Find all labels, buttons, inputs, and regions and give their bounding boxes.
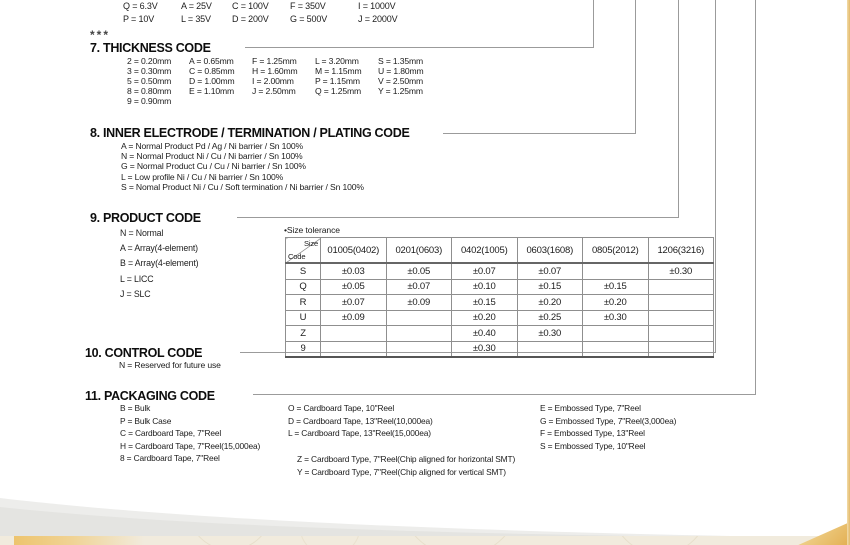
tolerance-value-cell: ±0.15 (452, 295, 518, 311)
tolerance-value-cell (648, 341, 714, 357)
thickness-code-item: S = 1.35mm (378, 56, 424, 66)
plating-code-item: S = Nomal Product Ni / Cu / Soft termination / Ni barrier / Sn 100% (121, 181, 364, 192)
tolerance-value-cell: ±0.07 (452, 263, 518, 279)
size-code-cell: Q (286, 279, 321, 295)
tolerance-value-cell (583, 263, 649, 279)
size-code-cell: R (286, 295, 321, 311)
thickness-code-item: J = 2.50mm (252, 86, 296, 96)
size-code-corner-cell (286, 238, 321, 264)
table-row (286, 326, 714, 342)
tolerance-value-cell: ±0.20 (452, 310, 518, 326)
table-row (286, 295, 714, 311)
packaging-code-item: L = Cardboard Tape, 13"Reel(15,000ea) (288, 428, 431, 439)
voltage-code-row (123, 14, 397, 24)
thickness-code-item: V = 2.50mm (378, 76, 424, 86)
control-code-item: N = Reserved for future use (119, 360, 221, 370)
section-10-heading: 10. CONTROL CODE (85, 346, 203, 360)
voltage-code-item: P = 10V (123, 14, 155, 24)
voltage-code-item: F = 350V (290, 1, 326, 11)
product-code-item: N = Normal (120, 228, 164, 238)
voltage-code-item: A = 25V (181, 1, 212, 11)
tolerance-value-cell: ±0.30 (583, 310, 649, 326)
section-9-heading: 9. PRODUCT CODE (90, 211, 201, 225)
size-code-cell: S (286, 263, 321, 279)
thickness-code-item: Q = 1.25mm (315, 86, 362, 96)
tolerance-value-cell (583, 326, 649, 342)
tolerance-table-column-header: 01005(0402) (321, 238, 387, 264)
thickness-code-item: E = 1.10mm (189, 86, 235, 96)
plating-code-item: L = Low profile Ni / Cu / Ni barrier / Sn 100% (121, 171, 284, 182)
thickness-code-item: 8 = 0.80mm (127, 86, 172, 96)
thickness-code-item: I = 2.00mm (252, 76, 294, 86)
voltage-code-item: L = 35V (181, 14, 211, 24)
size-tolerance-label: •Size tolerance (284, 225, 340, 235)
product-code-item: L = LICC (120, 273, 154, 284)
size-tolerance-table (285, 237, 714, 358)
corner-code-label: Code (288, 252, 306, 261)
thickness-code-item: P = 1.15mm (315, 76, 360, 86)
tolerance-value-cell: ±0.07 (517, 263, 583, 279)
table-row (286, 341, 714, 357)
tolerance-value-cell: ±0.25 (517, 310, 583, 326)
thickness-code-row (127, 86, 423, 96)
thickness-code-row (127, 66, 424, 76)
packaging-code-item: B = Bulk (120, 403, 151, 413)
tolerance-value-cell: ±0.15 (517, 279, 583, 295)
tolerance-table-header-row (286, 238, 714, 264)
gold-accent-left (14, 536, 144, 545)
thickness-code-item: M = 1.15mm (315, 66, 362, 76)
packaging-code-item: C = Cardboard Tape, 7"Reel (120, 428, 222, 439)
plating-code-item: G = Normal Product Cu / Cu / Ni barrier / Sn 100% (121, 161, 306, 172)
voltage-code-item: G = 500V (290, 14, 328, 24)
table-row (286, 263, 714, 279)
tolerance-table-column-header: 0603(1608) (517, 238, 583, 264)
plating-code-list (121, 141, 364, 192)
section-11-heading: 11. PACKAGING CODE (85, 389, 215, 403)
thickness-code-item: U = 1.80mm (378, 66, 424, 76)
tolerance-value-cell: ±0.30 (517, 326, 583, 342)
product-code-list (120, 226, 198, 302)
tolerance-table-column-header: 1206(3216) (648, 238, 714, 264)
tolerance-value-cell: ±0.15 (583, 279, 649, 295)
tolerance-value-cell: ±0.30 (452, 341, 518, 357)
product-code-item: J = SLC (120, 288, 151, 299)
voltage-code-row (123, 1, 395, 11)
voltage-code-item: I = 1000V (358, 1, 396, 11)
tolerance-value-cell: ±0.20 (517, 295, 583, 311)
packaging-code-item: 8 = Cardboard Tape, 7"Reel (120, 453, 220, 464)
voltage-code-item: C = 100V (232, 1, 269, 11)
tolerance-value-cell: ±0.07 (386, 279, 452, 295)
packaging-column-2b (297, 453, 515, 478)
swoosh-graphic (0, 494, 790, 538)
packaging-column-3 (540, 402, 676, 452)
tolerance-value-cell (386, 341, 452, 357)
tolerance-value-cell: ±0.40 (452, 326, 518, 342)
thickness-code-item: C = 0.85mm (189, 66, 235, 76)
packaging-column-1 (120, 402, 260, 465)
thickness-code-item: F = 1.25mm (252, 56, 297, 66)
tolerance-table-body (286, 263, 714, 357)
thickness-code-item: L = 3.20mm (315, 56, 359, 66)
plating-code-item: N = Normal Product Ni / Cu / Ni barrier / Sn 100% (121, 151, 303, 162)
tolerance-value-cell (583, 341, 649, 357)
tolerance-table-column-header: 0402(1005) (452, 238, 518, 264)
packaging-code-item: Z = Cardboard Type, 7"Reel(Chip aligned for horizontal SMT) (297, 454, 516, 464)
packaging-code-item: H = Cardboard Tape, 7"Reel(15,000ea) (120, 440, 261, 451)
tolerance-value-cell (386, 310, 452, 326)
thickness-code-row (127, 76, 423, 86)
tolerance-value-cell: ±0.10 (452, 279, 518, 295)
tolerance-value-cell (648, 279, 714, 295)
section-8-heading: 8. INNER ELECTRODE / TERMINATION / PLATING CODE (90, 126, 410, 140)
thickness-code-item: 5 = 0.50mm (127, 76, 172, 86)
tolerance-value-cell (386, 326, 452, 342)
tolerance-table-column-header: 0201(0603) (386, 238, 452, 264)
packaging-code-item: S = Embossed Type, 10"Reel (540, 440, 646, 451)
tolerance-value-cell: ±0.09 (386, 295, 452, 311)
packaging-code-item: P = Bulk Case (120, 415, 172, 426)
thickness-code-item: 2 = 0.20mm (127, 56, 172, 66)
tolerance-value-cell: ±0.07 (321, 295, 387, 311)
voltage-code-item: Q = 6.3V (123, 1, 158, 11)
section-7-heading: 7. THICKNESS CODE (90, 41, 211, 55)
packaging-column-2 (288, 402, 433, 440)
tolerance-value-cell: ±0.20 (583, 295, 649, 311)
thickness-code-row (127, 96, 189, 106)
control-code-list (119, 360, 221, 370)
thickness-code-item: Y = 1.25mm (378, 86, 423, 96)
size-code-cell: 9 (286, 341, 321, 357)
packaging-code-item: F = Embossed Type, 13"Reel (540, 428, 645, 439)
thickness-code-item: 3 = 0.30mm (127, 66, 172, 76)
plating-code-item: A = Normal Product Pd / Ag / Ni barrier / Sn 100% (121, 141, 304, 151)
tolerance-value-cell: ±0.09 (321, 310, 387, 326)
tolerance-value-cell: ±0.30 (648, 263, 714, 279)
thickness-code-item: D = 1.00mm (189, 76, 235, 86)
packaging-code-item: D = Cardboard Tape, 13"Reel(10,000ea) (288, 415, 433, 426)
tolerance-value-cell: ±0.05 (321, 279, 387, 295)
table-row (286, 310, 714, 326)
tolerance-value-cell (648, 295, 714, 311)
tolerance-value-cell: ±0.03 (321, 263, 387, 279)
packaging-code-item: G = Embossed Type, 7"Reel(3,000ea) (540, 415, 677, 426)
corner-size-label: Size (304, 239, 318, 248)
voltage-code-item: D = 200V (232, 14, 269, 24)
table-row (286, 279, 714, 295)
tolerance-table-column-header: 0805(2012) (583, 238, 649, 264)
thickness-code-item: A = 0.65mm (189, 56, 234, 66)
packaging-code-item: E = Embossed Type, 7"Reel (540, 403, 641, 413)
thickness-code-item: H = 1.60mm (252, 66, 298, 76)
product-code-item: B = Array(4-element) (120, 258, 199, 269)
packaging-code-item: Y = Cardboard Type, 7"Reel(Chip aligned for vertical SMT) (297, 466, 506, 477)
product-code-item: A = Array(4-element) (120, 243, 198, 254)
tolerance-value-cell (517, 341, 583, 357)
footnote-stars: *** (90, 28, 111, 42)
tolerance-value-cell (321, 326, 387, 342)
tolerance-value-cell: ±0.05 (386, 263, 452, 279)
tolerance-value-cell (648, 310, 714, 326)
size-code-cell: Z (286, 326, 321, 342)
size-code-cell: U (286, 310, 321, 326)
tolerance-value-cell (648, 326, 714, 342)
tolerance-value-cell (321, 341, 387, 357)
thickness-code-item: 9 = 0.90mm (127, 96, 172, 106)
packaging-code-item: O = Cardboard Tape, 10"Reel (288, 403, 395, 413)
thickness-code-row (127, 56, 423, 66)
voltage-code-item: J = 2000V (358, 14, 398, 24)
